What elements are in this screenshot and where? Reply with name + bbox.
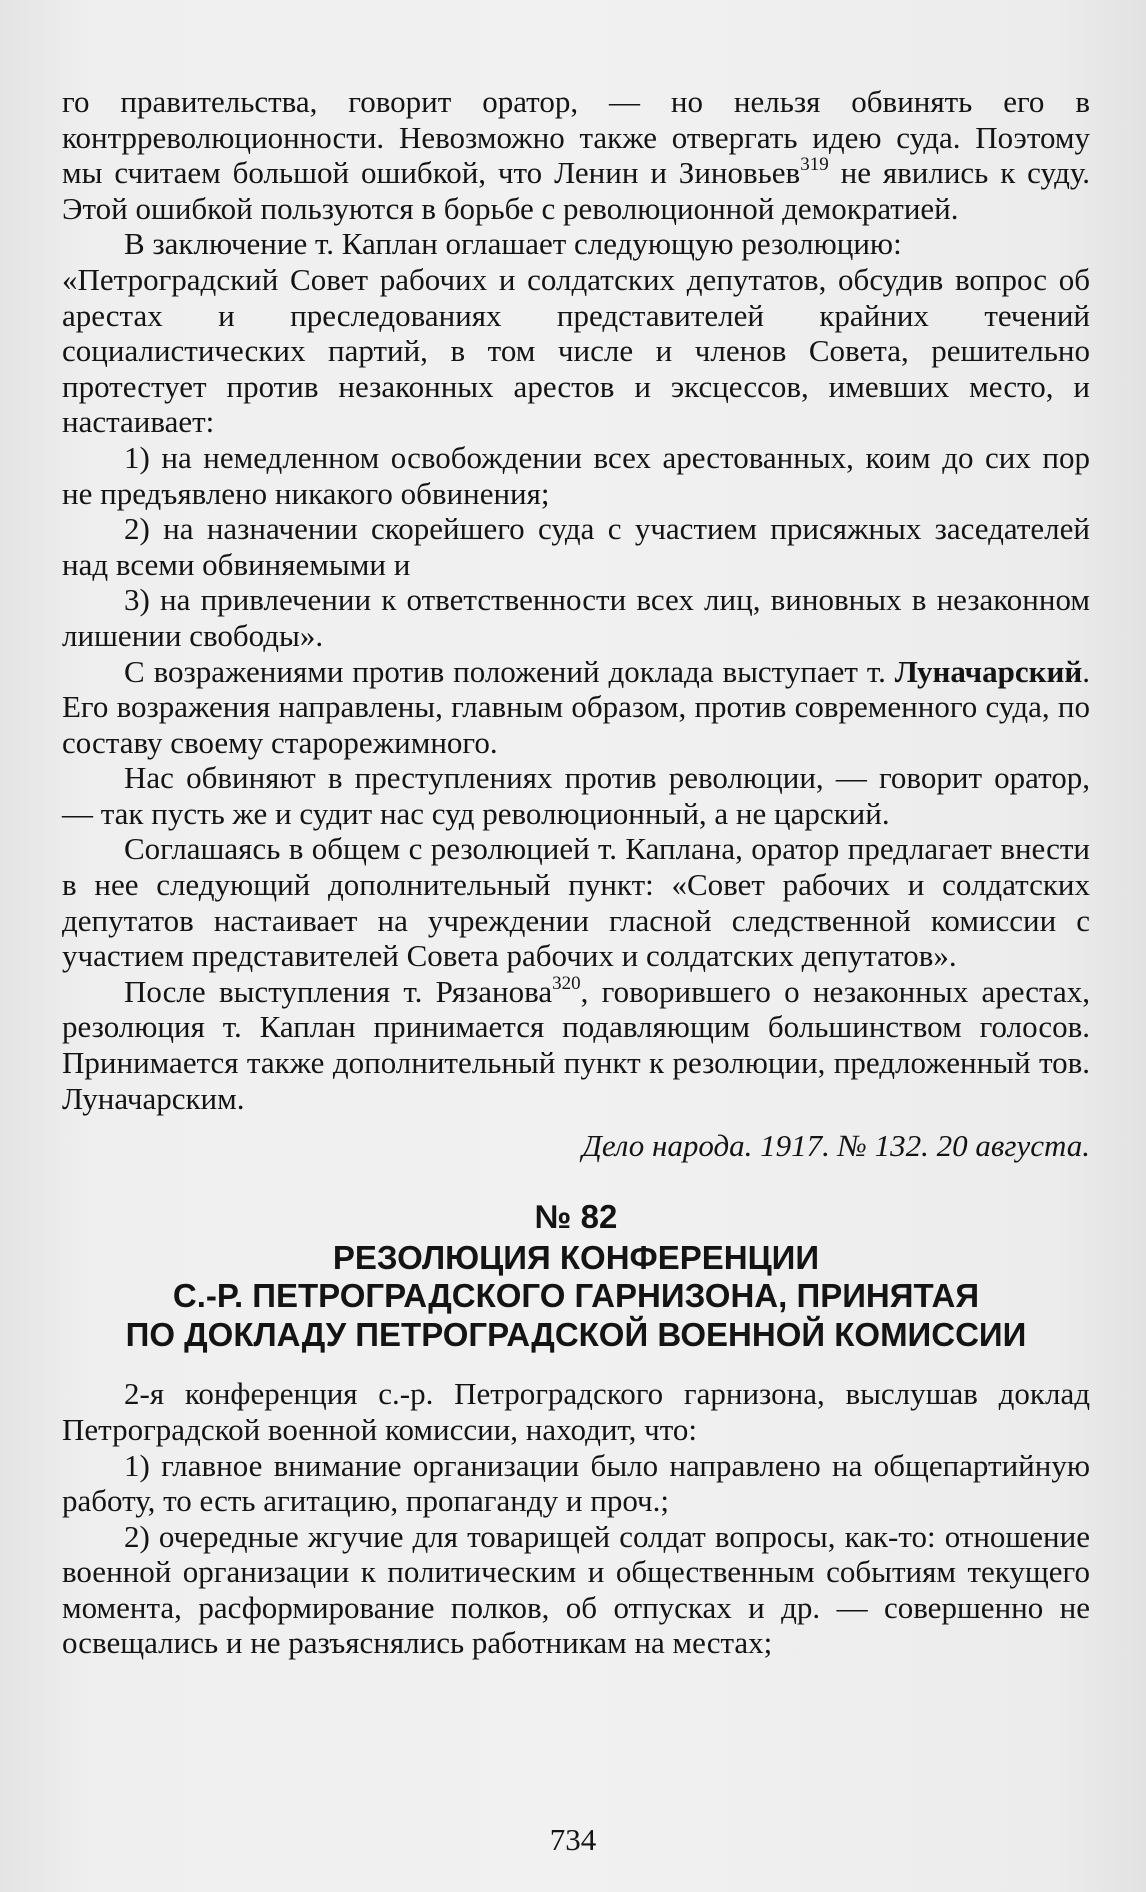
page-number: 734: [549, 1822, 597, 1857]
footnote-ref-319: 319: [800, 154, 829, 176]
document-number: № 82: [534, 1197, 618, 1235]
resolution-item-2: 2) на назначении скорейшего суда с участием присяжных заседателей над всеми обвиняемыми и: [62, 511, 1090, 582]
paragraph-1: го правительства, говорит оратор, — но нельзя обвинять его в контрреволюционности. Невозможно также отвергать идею суда. Поэтому мы считаем большой ошибкой, что Ленин и Зиновьев$^{319}$ не явились к суду. Этой ошибкой пользуются в борьбе с революционной демократией.: [62, 84, 1090, 226]
document-heading: [62, 1239, 1090, 1355]
conference-item-1: 1) главное внимание организации было направлено на общепартийную работу, то есть агитацию, пропаганду и проч.;: [62, 1447, 1090, 1519]
speaker-name: Луначарский: [894, 653, 1083, 689]
paragraph-2: В заключение т. Каплан оглашает следующую резолюцию:: [124, 226, 902, 262]
paragraph-6: Соглашаясь в общем с резолюцией т. Каплана, оратор предлагает внести в нее следующий дополнительный пункт: «Совет рабочих и солдатских депутатов настаивает на учреждении гласной следственной комиссии с участием представителей Совета рабочих и солдатских депутатов».: [62, 831, 1090, 974]
source-citation: Дело народа. 1917. № 132. 20 августа.: [582, 1128, 1090, 1164]
conference-paragraph: 2-я конференция с.-р. Петроградского гарнизона, выслушав доклад Петроградской военной комиссии, находит, что:: [62, 1376, 1090, 1447]
resolution-text: «Петроградский Совет рабочих и солдатских депутатов, обсудив вопрос об арестах и преследованиях представителей крайних течений социалистических партий, в том числе и членов Совета, решительно протестует против незаконных арестов и эксцессов, имевших место, и настаивает:: [62, 261, 1090, 440]
paragraph-7: После выступления т. Рязанова$^{320}$, говорившего о незаконных арестах, резолюция т. Каплан принимается подавляющим большинством голосов. Принимается также дополнительный пункт к резолюции, предложенный тов. Луначарским.: [62, 972, 1090, 1116]
footnote-ref-320: 320: [552, 972, 581, 994]
paragraph-5: Нас обвиняют в преступлениях против революции, — говорит оратор, — так пусть же и судит нас суд революционный, а не царский.: [62, 760, 1090, 831]
paragraph-4: С возражениями против положений доклада выступает т. Луначарский. Его возражения направлены, главным образом, против современного суда, по составу своему старорежимного.: [62, 653, 1090, 760]
resolution-item-3: 3) на привлечении к ответственности всех лиц, виновных в незаконном лишении свободы».: [62, 582, 1090, 653]
heading-line-3: ПО ДОКЛАДУ ПЕТРОГРАДСКОЙ ВОЕННОЙ КОМИССИИ: [125, 1315, 1027, 1353]
page-text: [62, 84, 1090, 1661]
conference-item-2: 2) очередные жгучие для товарищей солдат вопросы, как-то: отношение военной организации к политическим и общественным событиям текущего момента, расформирование полков, об отпусках и др. — совершенно не освещались и не разъяснялись работникам на местах;: [62, 1518, 1090, 1661]
resolution-item-1: 1) на немедленном освобождении всех арестованных, коим до сих пор не предъявлено никакого обвинения;: [62, 439, 1090, 511]
heading-line-2: С.-Р. ПЕТРОГРАДСКОГО ГАРНИЗОНА, ПРИНЯТАЯ: [172, 1277, 980, 1315]
heading-line-1: РЕЗОЛЮЦИЯ КОНФЕРЕНЦИИ: [332, 1238, 820, 1276]
